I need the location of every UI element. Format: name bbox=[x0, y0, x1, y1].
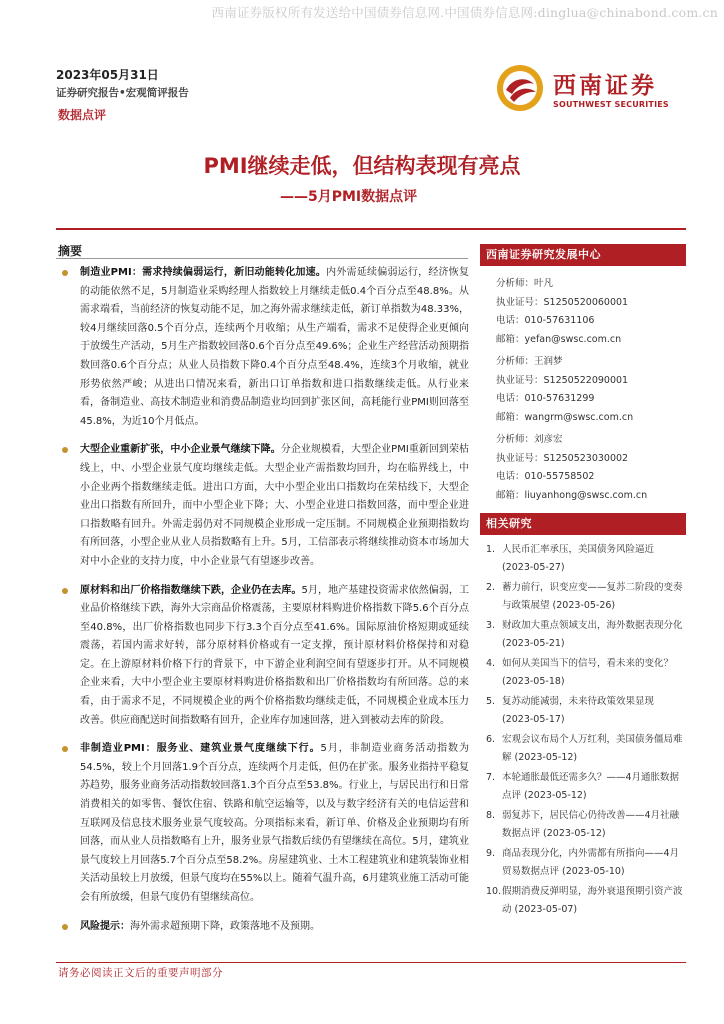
abstract-rule bbox=[56, 258, 468, 259]
logo-name-cn: 西南证券 bbox=[553, 72, 657, 99]
report-series: 证券研究报告•宏观简评报告 bbox=[56, 87, 189, 99]
paragraph-lead: 风险提示： bbox=[80, 920, 130, 932]
report-subtitle: ——5月PMI数据点评 bbox=[280, 189, 418, 205]
bullet-icon bbox=[62, 447, 68, 453]
analyst-block bbox=[496, 353, 686, 427]
research-center-heading: 西南证券研究发展中心 bbox=[480, 244, 686, 266]
report-title: PMI继续走低，但结构表现有亮点 bbox=[203, 154, 521, 178]
abstract-paragraph bbox=[62, 441, 469, 571]
abstract-heading: 摘要 bbox=[58, 244, 83, 258]
company-logo bbox=[496, 62, 676, 114]
bullet-icon bbox=[62, 588, 68, 594]
logo-name-en: SOUTHWEST SECURITIES bbox=[553, 100, 669, 109]
related-item[interactable]: 3. 财政加大重点领域支出，海外数据表现分化 (2023-05-21) bbox=[486, 620, 683, 649]
analyst-block bbox=[496, 275, 686, 349]
related-item[interactable]: 10. 假期消费反弹明显，海外衰退预期引资产波动 (2023-05-07) bbox=[486, 886, 683, 915]
related-research-heading: 相关研究 bbox=[480, 513, 686, 535]
risk-warning bbox=[62, 918, 469, 937]
abstract-paragraph bbox=[62, 582, 469, 731]
related-item[interactable]: 1. 人民币汇率承压，美国债务风险逼近 (2023-05-27) bbox=[486, 544, 655, 573]
footer-disclaimer[interactable]: 请务必阅读正文后的重要声明部分 bbox=[58, 967, 223, 979]
analyst-license: 执业证号：S1250522090001 bbox=[496, 374, 629, 386]
analyst-email[interactable]: 邮箱：wangrm@swsc.com.cn bbox=[496, 411, 634, 423]
analyst-list bbox=[480, 275, 686, 505]
related-item[interactable]: 8. 弱复苏下，居民信心仍待改善——4月社融数据点评 (2023-05-12) bbox=[486, 810, 680, 839]
paragraph-body: 5月，非制造业商务活动指数为54.5%，较上个月回落1.9个百分点，连续两个月走低，但仍在扩张。服务业指持平稳复苏趋势，服务业商务活动指数较回落1.3个百分点至53.8%。行业上，与居民出行和日常消费相关的如零售、餐饮住宿、铁路和航空运输等，以及与数字经济有关的电信运营和互联网及信息技术服务业景气度较高。分项指标来看，新订单、价格及企业预期均有所回落，而从业人员指数略有上升，服务业景气指数后续仍有望继续在高位。5月，建筑业景气度较上月回落5.7个百分点至58.2%。房屋建筑业、土木工程建筑业和建筑装饰业相关活动虽较上月放缓，但景气度均在55%以上。随着气温升高，6月建筑业施工活动可能会有所放缓，但景气度仍有望继续高位。 bbox=[80, 743, 469, 903]
footer-rule bbox=[56, 962, 686, 963]
analyst-name: 分析师：王润梦 bbox=[496, 356, 563, 367]
related-item[interactable]: 5. 复苏动能减弱，未来待政策效果显现 (2023-05-17) bbox=[486, 696, 655, 725]
related-item[interactable]: 6. 宏观会议布局个人万红利，美国债务僵局难解 (2023-05-12) bbox=[486, 734, 683, 763]
analyst-license: 执业证号：S1250523030002 bbox=[496, 452, 629, 464]
analyst-email[interactable]: 邮箱：yefan@swsc.com.cn bbox=[496, 333, 622, 345]
bullet-icon bbox=[62, 270, 68, 276]
analyst-email[interactable]: 邮箱：liuyanhong@swsc.com.cn bbox=[496, 489, 648, 501]
abstract-body bbox=[62, 264, 469, 936]
analyst-name: 分析师：刘彦宏 bbox=[496, 434, 563, 445]
related-item[interactable]: 4. 如何从美国当下的信号，看未来的变化？ (2023-05-18) bbox=[486, 658, 674, 687]
paragraph-lead: 大型企业重新扩张，中小企业景气继续下降。 bbox=[80, 444, 281, 456]
analyst-name: 分析师：叶凡 bbox=[496, 278, 554, 289]
related-item[interactable]: 2. 蓄力前行，识变应变——复苏二阶段的变奏与政策展望 (2023-05-26) bbox=[486, 582, 683, 611]
watermark: 西南证券版权所有发送给中国债券信息网.中国债券信息网:dinglua@chinabond.com.cn bbox=[211, 5, 718, 20]
paragraph-body: 分企业规模看，大型企业PMI重新回到荣枯线上，中、小型企业景气度均继续走低。大型企业产需指数均回升，均在临界线上，中小企业两个指数继续走低。进出口方面，大中小型企业出口指数均在荣枯线下，大型企业出口指数有所回升，而中小型企业下降；大、小型企业进口指数回落，而中型企业进口指数略有回升。外需走弱仍对不同规模企业形成一定压制。不同规模企业预期指数均有所回落，小型企业从业人员指数略有上升。5月，工信部表示将继续推动资本市场加大对中小企业的支持力度，中小企业景气有望逐步改善。 bbox=[80, 444, 470, 567]
paragraph-lead: 制造业PMI：需求持续偏弱运行，新旧动能转化加速。 bbox=[80, 267, 327, 278]
paragraph-lead: 非制造业PMI：服务业、建筑业景气度继续下行。 bbox=[80, 743, 321, 755]
paragraph-lead: 原材料和出厂价格指数继续下跌，企业仍在去库。 bbox=[80, 584, 302, 596]
report-date: 2023年05月31日 bbox=[56, 68, 159, 82]
paragraph-body: 海外需求超预期下降，政策落地不及预期。 bbox=[130, 920, 320, 932]
title-divider bbox=[56, 228, 686, 230]
bullet-icon bbox=[62, 924, 68, 930]
sidebar bbox=[480, 244, 686, 921]
analyst-phone: 电话：010-57631299 bbox=[496, 393, 595, 404]
abstract-paragraph bbox=[62, 264, 469, 431]
related-item[interactable]: 7. 本轮通胀最低还需多久？——4月通胀数据点评 (2023-05-12) bbox=[486, 772, 680, 801]
analyst-block bbox=[496, 431, 686, 505]
logo-emblem-icon bbox=[496, 64, 544, 112]
analyst-phone: 电话：010-55758502 bbox=[496, 471, 595, 482]
related-item[interactable]: 9. 商品表现分化，内外需都有所指向——4月贸易数据点评 (2023-05-10) bbox=[486, 848, 680, 877]
analyst-license: 执业证号：S1250520060001 bbox=[496, 296, 629, 308]
related-research-list bbox=[480, 541, 686, 918]
bullet-icon bbox=[62, 746, 68, 752]
abstract-paragraph bbox=[62, 740, 469, 907]
analyst-phone: 电话：010-57631106 bbox=[496, 315, 595, 326]
paragraph-body: 5月，地产基建投资需求依然偏弱，工业品价格继续下跌，海外大宗商品价格震荡，主要原材料购进价格指数下降5.6个百分点至40.8%，出厂价格指数也同步下行3.3个百分点至41.6%。国际原油价格短期或延续震荡，若国内需求好转，部分原材料价格或有一定支撑，预计原材料价格保持和对稳定。在上游原材料价格下行的背景下，中下游企业利润空间有望逐步打开。从不同规模企业来看，大中小型企业主要原材料购进价格指数和出厂价格指数均有所回落。总的来看，由于需求不足，不同规模企业的两个价格指数均继续走低，不同规模企业成本压力改善。供应商配送时间指数略有回升，企业库存加速回落，进入到被动去库的阶段。 bbox=[80, 584, 469, 726]
paragraph-body: 内外需延续偏弱运行，经济恢复的动能依然不足，5月制造业采购经理人指数较上月继续走低0.4个百分点至48.8%。从需求端看，当前经济的恢复动能不足，加之海外需求继续走低，新订单指数为48.33%，较4月继续回落0.5个百分点，连续两个月收缩；从生产端看，需求不足使得企业更倾向于放缓生产活动，5月生产指数较回落0.6个百分点至49.6%；企业生产经营活动预期指数回落0.6个百分点；从业人员指数下降0.4个百分点至48.4%，连续3个月收缩，就业形势依然严峻；从进出口情况来看，新出口订单指数和进口指数继续走低。从行业来看，备制造业、高技术制造业和消费品制造业均回到扩张区间，高耗能行业PMI则回落至45.8%，为近10个月低点。 bbox=[80, 267, 469, 427]
report-category: 数据点评 bbox=[58, 108, 107, 122]
